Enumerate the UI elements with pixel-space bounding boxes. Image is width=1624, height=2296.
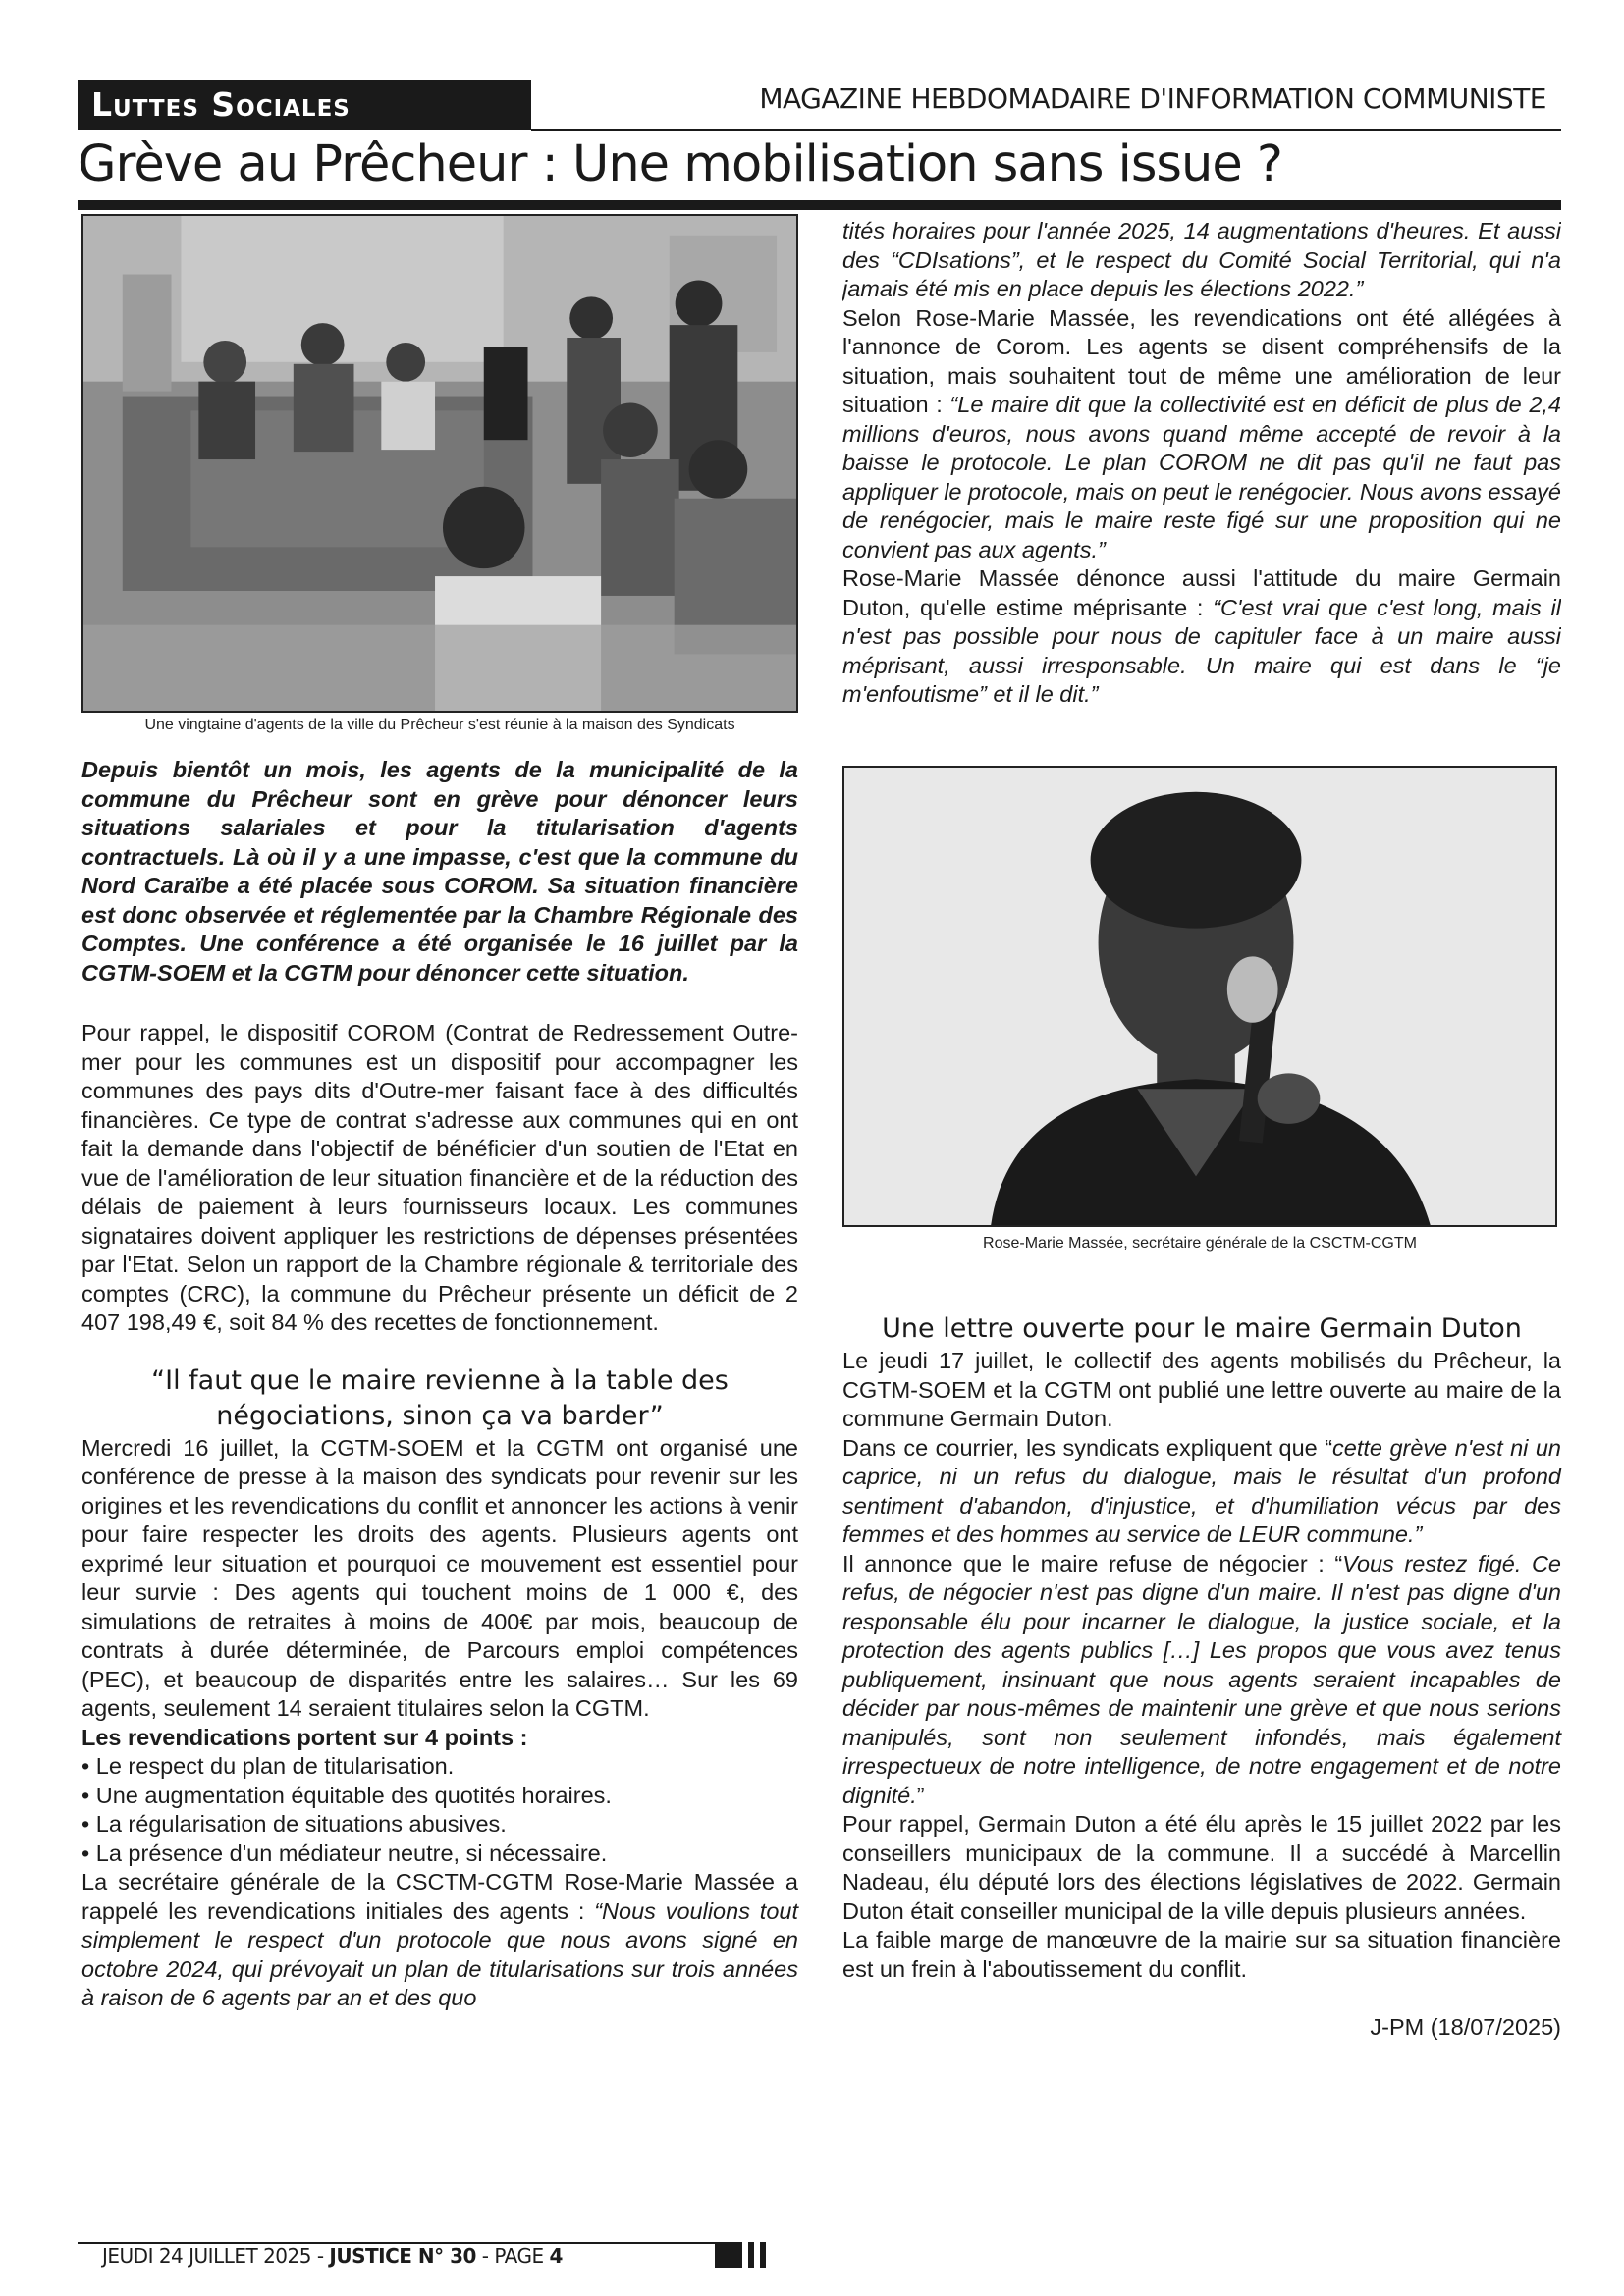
paragraph-letter: Le jeudi 17 juillet, le collectif des agents mobilisés du Prêcheur, la CGTM-SOEM et la CGTM ont publié une lettre ouverte au maire de la commune Germain Duton. <box>842 1348 1561 1431</box>
subheading-negotiations: “Il faut que le maire revienne à la table des négociations, sinon ça va barder” <box>151 1364 729 1431</box>
paragraph-attitude: Rose-Marie Massée dénonce aussi l'attitude du maire Germain Duton, qu'elle estime méprisante : “C'est vrai que c'est long, mais il n'est pas possible pour nous de capituler face à un maire aussi méprisant, aussi irresponsable. Un maire qui est dans le “je m'enfoutisme” et il le dit.” <box>842 565 1561 707</box>
author-signature: J-PM (18/07/2025) <box>1370 2014 1561 2040</box>
article-title: Grève au Prêcheur : Une mobilisation sans issue ? <box>78 135 1282 193</box>
paragraph-conference: Mercredi 16 juillet, la CGTM-SOEM et la CGTM ont organisé une conférence de presse à la maison des syndicats pour revenir sur les origines et les revendications du conflit et annoncer les actions à venir pour faire respecter les droits des agents. Plusieurs agents ont exprimé leur situation et pourquoi ce mouvement est essentiel pour leur survie : Des agents qui touchent moins de 1 000 €, des simulations de retraites à moins de 400€ par mois, beaucoup de contrats à durée déterminée, de Parcours emploi compétences (PEC), et beaucoup de disparités entre les salaires… Sur les 69 agents, seulement 14 seraient titulaires selon la CGTM. <box>81 1434 798 1721</box>
meeting-photo <box>81 214 798 713</box>
paragraph-refus: Il annonce que le maire refuse de négocier : “Vous restez figé. Ce refus, de négocier n'est pas digne d'un maire. Il n'est pas digne d'un responsable élu pour incarner le dialogue, la justice sociale, et la protection des agents publics […] Les propos que vous avez tenus publiquement, insinuant que nous agents seraient incapables de décider par nous-mêmes de maintenir une grève et que nous serions manipulés, sont non seulement infondés, mais également irrespectueux de notre intelligence, de notre engagement et de notre dignité.” <box>842 1550 1561 1808</box>
paragraph-allegees: Selon Rose-Marie Massée, les revendications ont été allégées à l'annonce de Corom. Les agents se disent compréhensifs de la situation, mais souhaitent tout de même une amélioration de leur situation : “Le maire dit que la collectivité est en déficit de plus de 2,4 millions d'euros, nous avons quand même accepté de revoir à la baisse le protocole. Le plan COROM ne dit pas qu'il ne faut pas appliquer le protocole, mais on peut le renégocier. Nous avons essayé de renégocier, mais le maire reste figé sur une proposition qui ne convient pas aux agents.” <box>842 304 1561 562</box>
list-item: • La régularisation de situations abusives. <box>81 1811 507 1837</box>
title-rule <box>78 200 1561 210</box>
speaker-photo <box>842 766 1557 1227</box>
header-rule <box>531 129 1561 131</box>
list-title: Les revendications portent sur 4 points : <box>81 1724 528 1750</box>
paragraph-conclusion: La faible marge de manœuvre de la mairie sur sa situation financière est un frein à l'aboutissement du conflit. <box>842 1927 1561 1982</box>
paragraph-secretary: La secrétaire générale de la CSCTM-CGTM Rose-Marie Massée a rappelé les revendications initiales des agents : “Nous voulions tout simplement le respect d'un protocole que nous avons signé en octobre 2024, qui prévoyait un plan de titularisations sur trois années à raison de 6 agents par an et des quo <box>81 1869 798 2010</box>
photo2-caption: Rose-Marie Massée, secrétaire générale de la CSCTM-CGTM <box>983 1235 1417 1252</box>
paragraph-election: Pour rappel, Germain Duton a été élu après le 15 juillet 2022 par les conseillers municipaux de la commune. Il a succédé à Marcellin Nadeau, élu député lors des élections législatives de 2022. Germain Duton était conseiller municipal de la ville depuis plusieurs années. <box>842 1811 1561 1924</box>
list-item: • La présence d'un médiateur neutre, si nécessaire. <box>81 1840 608 1866</box>
footer-bar <box>715 2242 742 2268</box>
paragraph-continuation: tités horaires pour l'année 2025, 14 augmentations d'heures. Et aussi des “CDIsations”, et le respect du Comité Social Territorial, qui n'a jamais été mis en place depuis les élections 2022.” <box>842 218 1561 301</box>
footer-bar <box>748 2242 754 2268</box>
section-badge: Luttes Sociales <box>78 80 531 130</box>
right-column-bottom <box>842 1311 1561 2043</box>
photo1-caption: Une vingtaine d'agents de la ville du Prêcheur s'est réunie à la maison des Syndicats <box>144 717 735 733</box>
list-item: • Une augmentation équitable des quotités horaires. <box>81 1782 612 1808</box>
paragraph-corom: Pour rappel, le dispositif COROM (Contrat de Redressement Outre-mer pour les communes est un dispositif pour accompagner les communes des pays dits d'Outre-mer faisant face à des difficultés financières. Ce type de contrat s'adresse aux communes qui en ont fait la demande dans l'objectif de bénéficier d'un soutien de l'Etat en vue de l'amélioration de leur situation financière et de la réduction des délais de paiement à leurs fournisseurs locaux. Les communes signataires doivent appliquer les restrictions de dépenses présentées par l'Etat. Selon un rapport de la Chambre régionale & territoriale des comptes (CRC), la commune du Prêcheur présente un déficit de 2 407 198,49 €, soit 84 % des recettes de fonctionnement. <box>81 1020 798 1335</box>
right-column-top <box>842 218 1561 748</box>
footer-bar <box>760 2242 766 2268</box>
subheading-open-letter: Une lettre ouverte pour le maire Germain Duton <box>882 1313 1522 1344</box>
paragraph-courrier: Dans ce courrier, les syndicats expliquent que “cette grève n'est ni un caprice, ni un refus du dialogue, mais le résultat d'un profond sentiment d'abandon, d'injustice, et d'humiliation vécus par des femmes et des hommes au service de LEUR commune.” <box>842 1434 1561 1547</box>
left-column <box>81 756 798 2013</box>
lead-paragraph: Depuis bientôt un mois, les agents de la municipalité de la commune du Prêcheur sont en grève pour dénoncer leurs situations salariales et pour la titularisation d'agents contractuels. Là où il y a une impasse, c'est que la commune du Nord Caraïbe a été placée sous COROM. Sa situation financière est donc observée et réglementée par la Chambre Régionale des Comptes. Une conférence a été organisée le 16 juillet par la CGTM-SOEM et la CGTM pour dénoncer cette situation. <box>81 757 798 986</box>
magazine-tagline: MAGAZINE HEBDOMADAIRE D'INFORMATION COMMUNISTE <box>759 82 1546 115</box>
list-item: • Le respect du plan de titularisation. <box>81 1753 455 1779</box>
footer-text: JEUDI 24 JUILLET 2025 - JUSTICE N° 30 - PAGE 4 <box>102 2244 563 2268</box>
